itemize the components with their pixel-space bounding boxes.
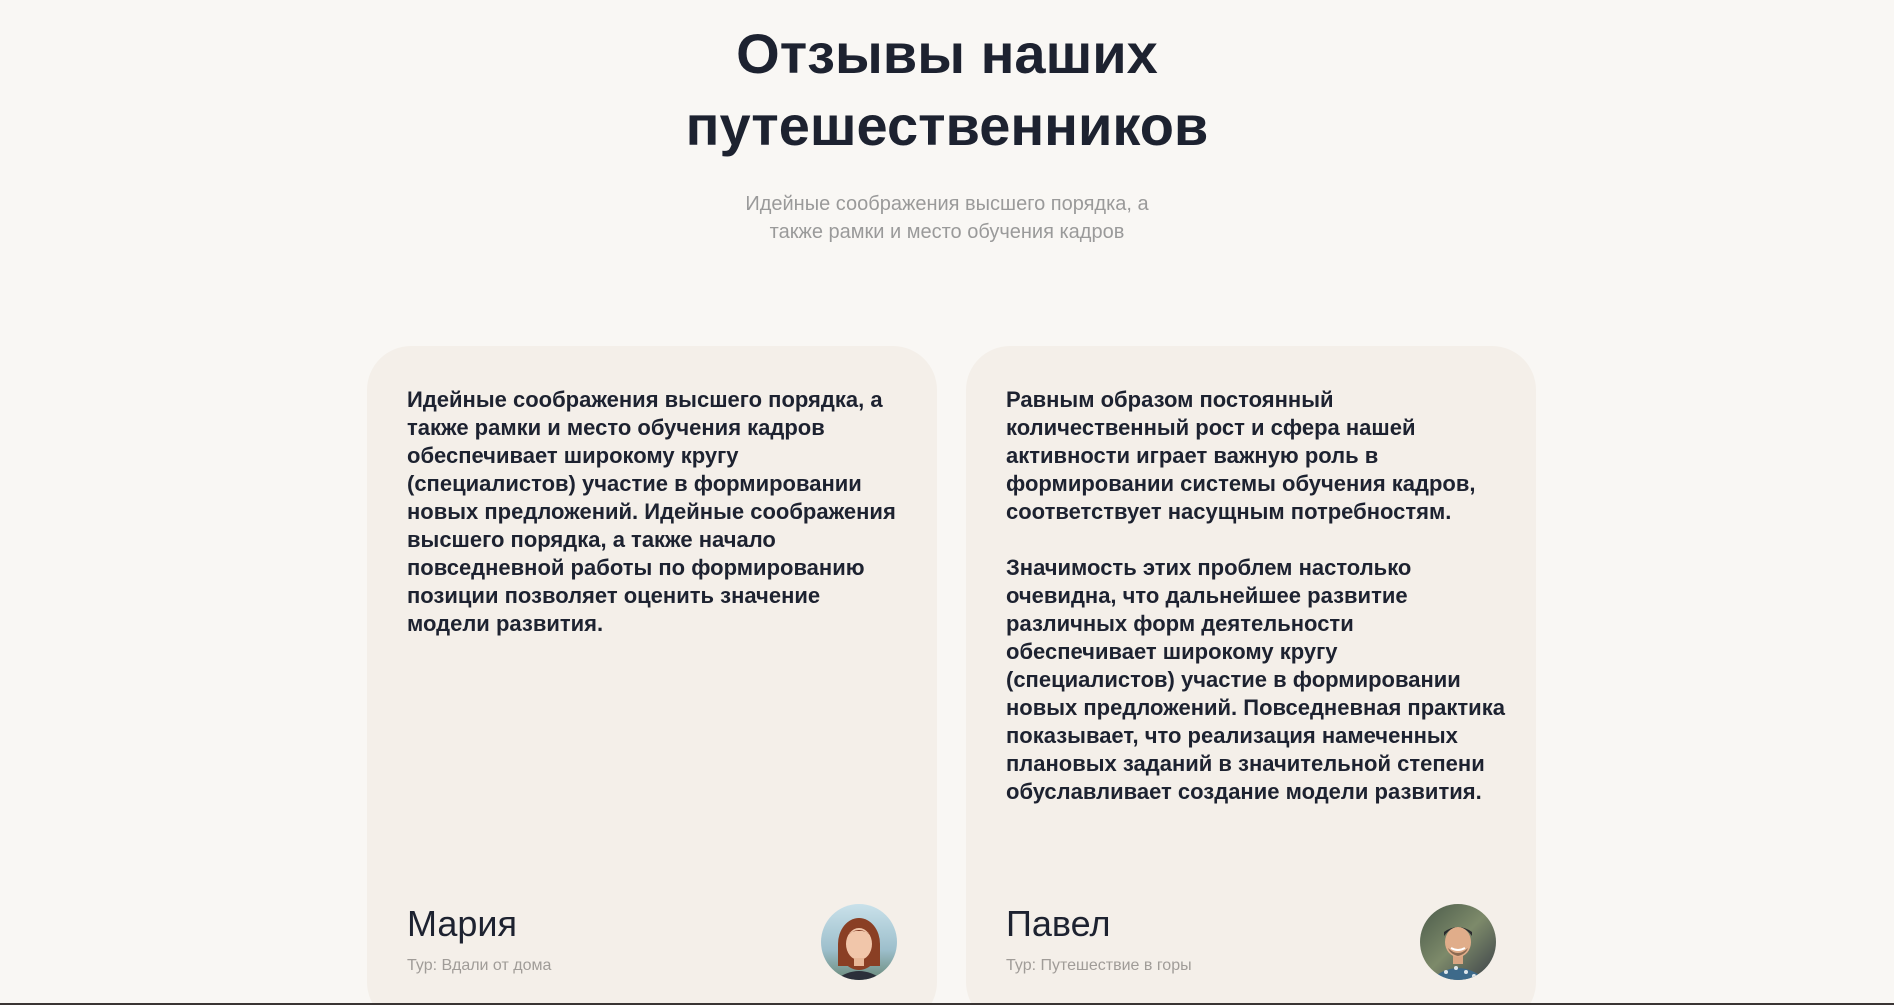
review-text (407, 386, 907, 638)
author-tour: Тур: Путешествие в горы (1006, 957, 1192, 974)
section-title-line-1: Отзывы наших (736, 22, 1158, 85)
avatar (1420, 904, 1496, 980)
section-subtitle-line-1: Идейные соображения высшего порядка, а (745, 193, 1149, 215)
author-tour: Тур: Вдали от дома (407, 957, 552, 974)
section-subtitle-line-2: также рамки и место обучения кадров (769, 221, 1125, 243)
review-paragraph: Равным образом постоянный количественный рост и сфера нашей активности играет важную роль в формировании системы обучения кадров, соответствует насущным потребностям. (1006, 387, 1476, 524)
author-name: Павел (1006, 903, 1111, 944)
author-name: Мария (407, 903, 518, 944)
review-paragraph: Значимость этих проблем настолько очевидна, что дальнейшее развитие различных форм деятельности обеспечивает широкому кругу (специалистов) участие в формировании новых предложений. Повседневная практика показывает, что реализация намеченных плановых заданий в значительной степени обуславливает создание модели развития. (1006, 555, 1505, 804)
section-subtitle (0, 190, 1894, 246)
review-card (966, 346, 1536, 1005)
review-text (1006, 386, 1506, 806)
section-title-line-2: путешественников (685, 94, 1209, 157)
review-paragraph: Идейные соображения высшего порядка, а также рамки и место обучения кадров обеспечивает широкому кругу (специалистов) участие в формировании новых предложений. Идейные соображения высшего порядка, а также начало повседневной работы по формированию позиции позволяет оценить значение модели развития. (407, 387, 896, 636)
review-card (367, 346, 937, 1005)
avatar-man-photo-icon (1420, 904, 1496, 980)
avatar-woman-photo-icon (821, 904, 897, 980)
section-title (0, 18, 1894, 162)
avatar (821, 904, 897, 980)
